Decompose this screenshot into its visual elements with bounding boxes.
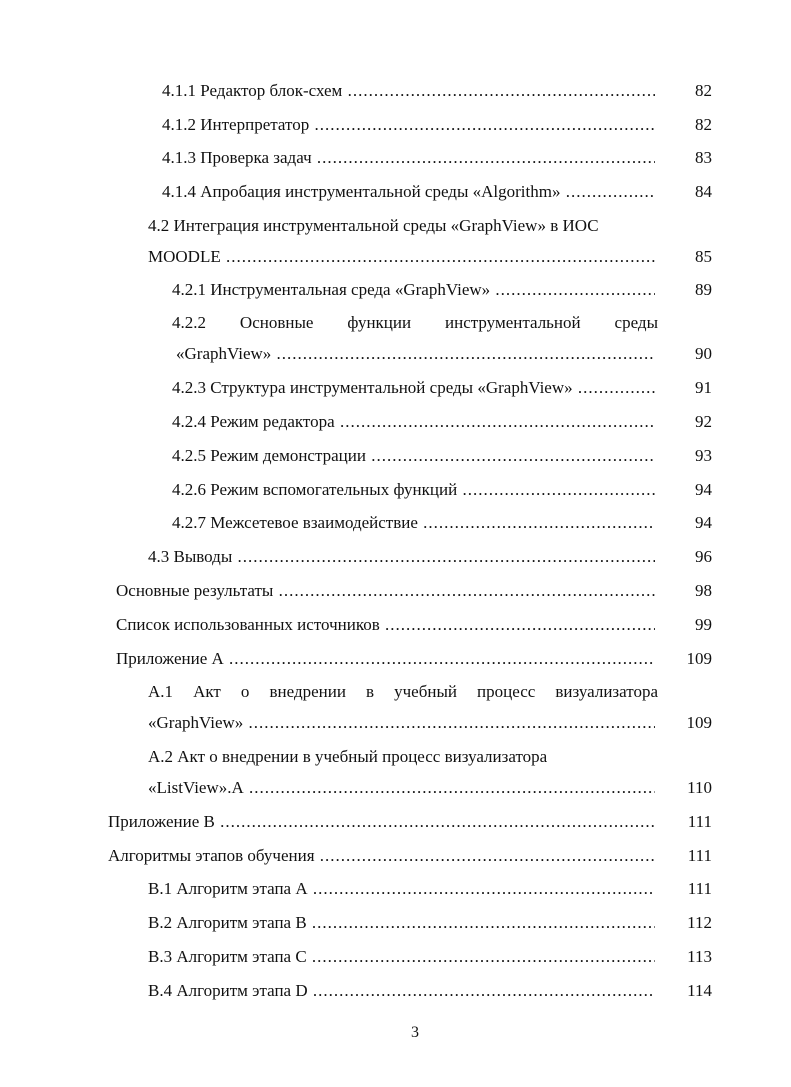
toc-entry-page: 82 (695, 81, 712, 100)
toc-entry-page: 89 (695, 280, 712, 299)
toc-entry-page: 99 (695, 615, 712, 634)
toc-entry-page: 82 (695, 115, 712, 134)
toc-entry-page: 94 (695, 480, 712, 499)
toc-entry-title: MOODLE ..... (148, 246, 655, 268)
toc-entry-title-line: А.1 Акт о внедрении в учебный процесс визуализатора (148, 682, 658, 701)
toc-entry-title: В.1 Алгоритм этапа А ..... (148, 878, 655, 900)
toc-entry-page: 94 (695, 513, 712, 532)
toc-entry-title: 4.2.1 Инструментальная среда «GraphView» ..... (172, 279, 655, 301)
toc-entry-title: 4.3 Выводы ..... (148, 546, 655, 568)
toc-entry-title: Приложение В ..... (108, 811, 655, 833)
toc-entry-title-line: А.2 Акт о внедрении в учебный процесс визуализатора (148, 747, 548, 766)
toc-entry-title: «GraphView» ..... (176, 343, 655, 365)
toc-entry-title: 4.2.6 Режим вспомогательных функций ..... (172, 479, 655, 501)
toc-entry-title: Алгоритмы этапов обучения ..... (108, 845, 655, 867)
toc-entry-title: 4.1.1 Редактор блок-схем ..... (162, 80, 655, 102)
toc-entry-page: 85 (695, 247, 712, 266)
toc-entry-title: 4.1.3 Проверка задач ..... (162, 147, 655, 169)
toc-entry-page: 91 (695, 378, 712, 397)
toc-entry-title-line: 4.2 Интеграция инструментальной среды «GraphView» в ИОС (148, 216, 599, 235)
toc-entry-title: 4.2.3 Структура инструментальной среды «GraphView» ..... (172, 377, 655, 399)
toc-entry-page: 111 (687, 879, 712, 898)
toc-entry-title: 4.1.4 Апробация инструментальной среды «Algorithm» ..... (162, 181, 655, 203)
toc-entry-page: 92 (695, 412, 712, 431)
toc-entry-page: 111 (687, 812, 712, 831)
toc-entry-page: 113 (687, 947, 712, 966)
toc-entry-title: В.4 Алгоритм этапа D ..... (148, 980, 655, 1002)
toc-entry-title-line: 4.2.2 Основные функции инструментальной среды (172, 313, 658, 332)
toc-entry-page: 96 (695, 547, 712, 566)
toc-entry-title: Основные результаты ..... (116, 580, 655, 602)
toc-entry-title: Приложение А ..... (116, 648, 655, 670)
page-number: 3 (411, 1024, 419, 1041)
toc-entry-page: 110 (687, 778, 712, 797)
toc-entry-page: 114 (687, 981, 712, 1000)
toc-entry-page: 109 (686, 649, 712, 668)
toc-entry-page: 83 (695, 148, 712, 167)
toc-entry-title: «GraphView» ..... (148, 712, 655, 734)
toc-entry-page: 93 (695, 446, 712, 465)
toc-entry-page: 109 (686, 713, 712, 732)
toc-entry-title: 4.2.4 Режим редактора ..... (172, 411, 655, 433)
toc-entry-page: 84 (695, 182, 712, 201)
toc-entry-title: 4.2.7 Межсетевое взаимодействие ..... (172, 512, 655, 534)
toc-entry-title: В.3 Алгоритм этапа С ..... (148, 946, 655, 968)
toc-entry-page: 98 (695, 581, 712, 600)
toc-entry-title: В.2 Алгоритм этапа В ..... (148, 912, 655, 934)
toc-entry-page: 112 (687, 913, 712, 932)
toc-entry-page: 90 (695, 344, 712, 363)
toc-entry-title: Список использованных источников ..... (116, 614, 655, 636)
toc-entry-title: 4.1.2 Интерпретатор ..... (162, 114, 655, 136)
toc-entry-title: 4.2.5 Режим демонстрации ..... (172, 445, 655, 467)
toc-entry-page: 111 (687, 846, 712, 865)
toc-entry-title: «ListView».А ..... (148, 777, 655, 799)
